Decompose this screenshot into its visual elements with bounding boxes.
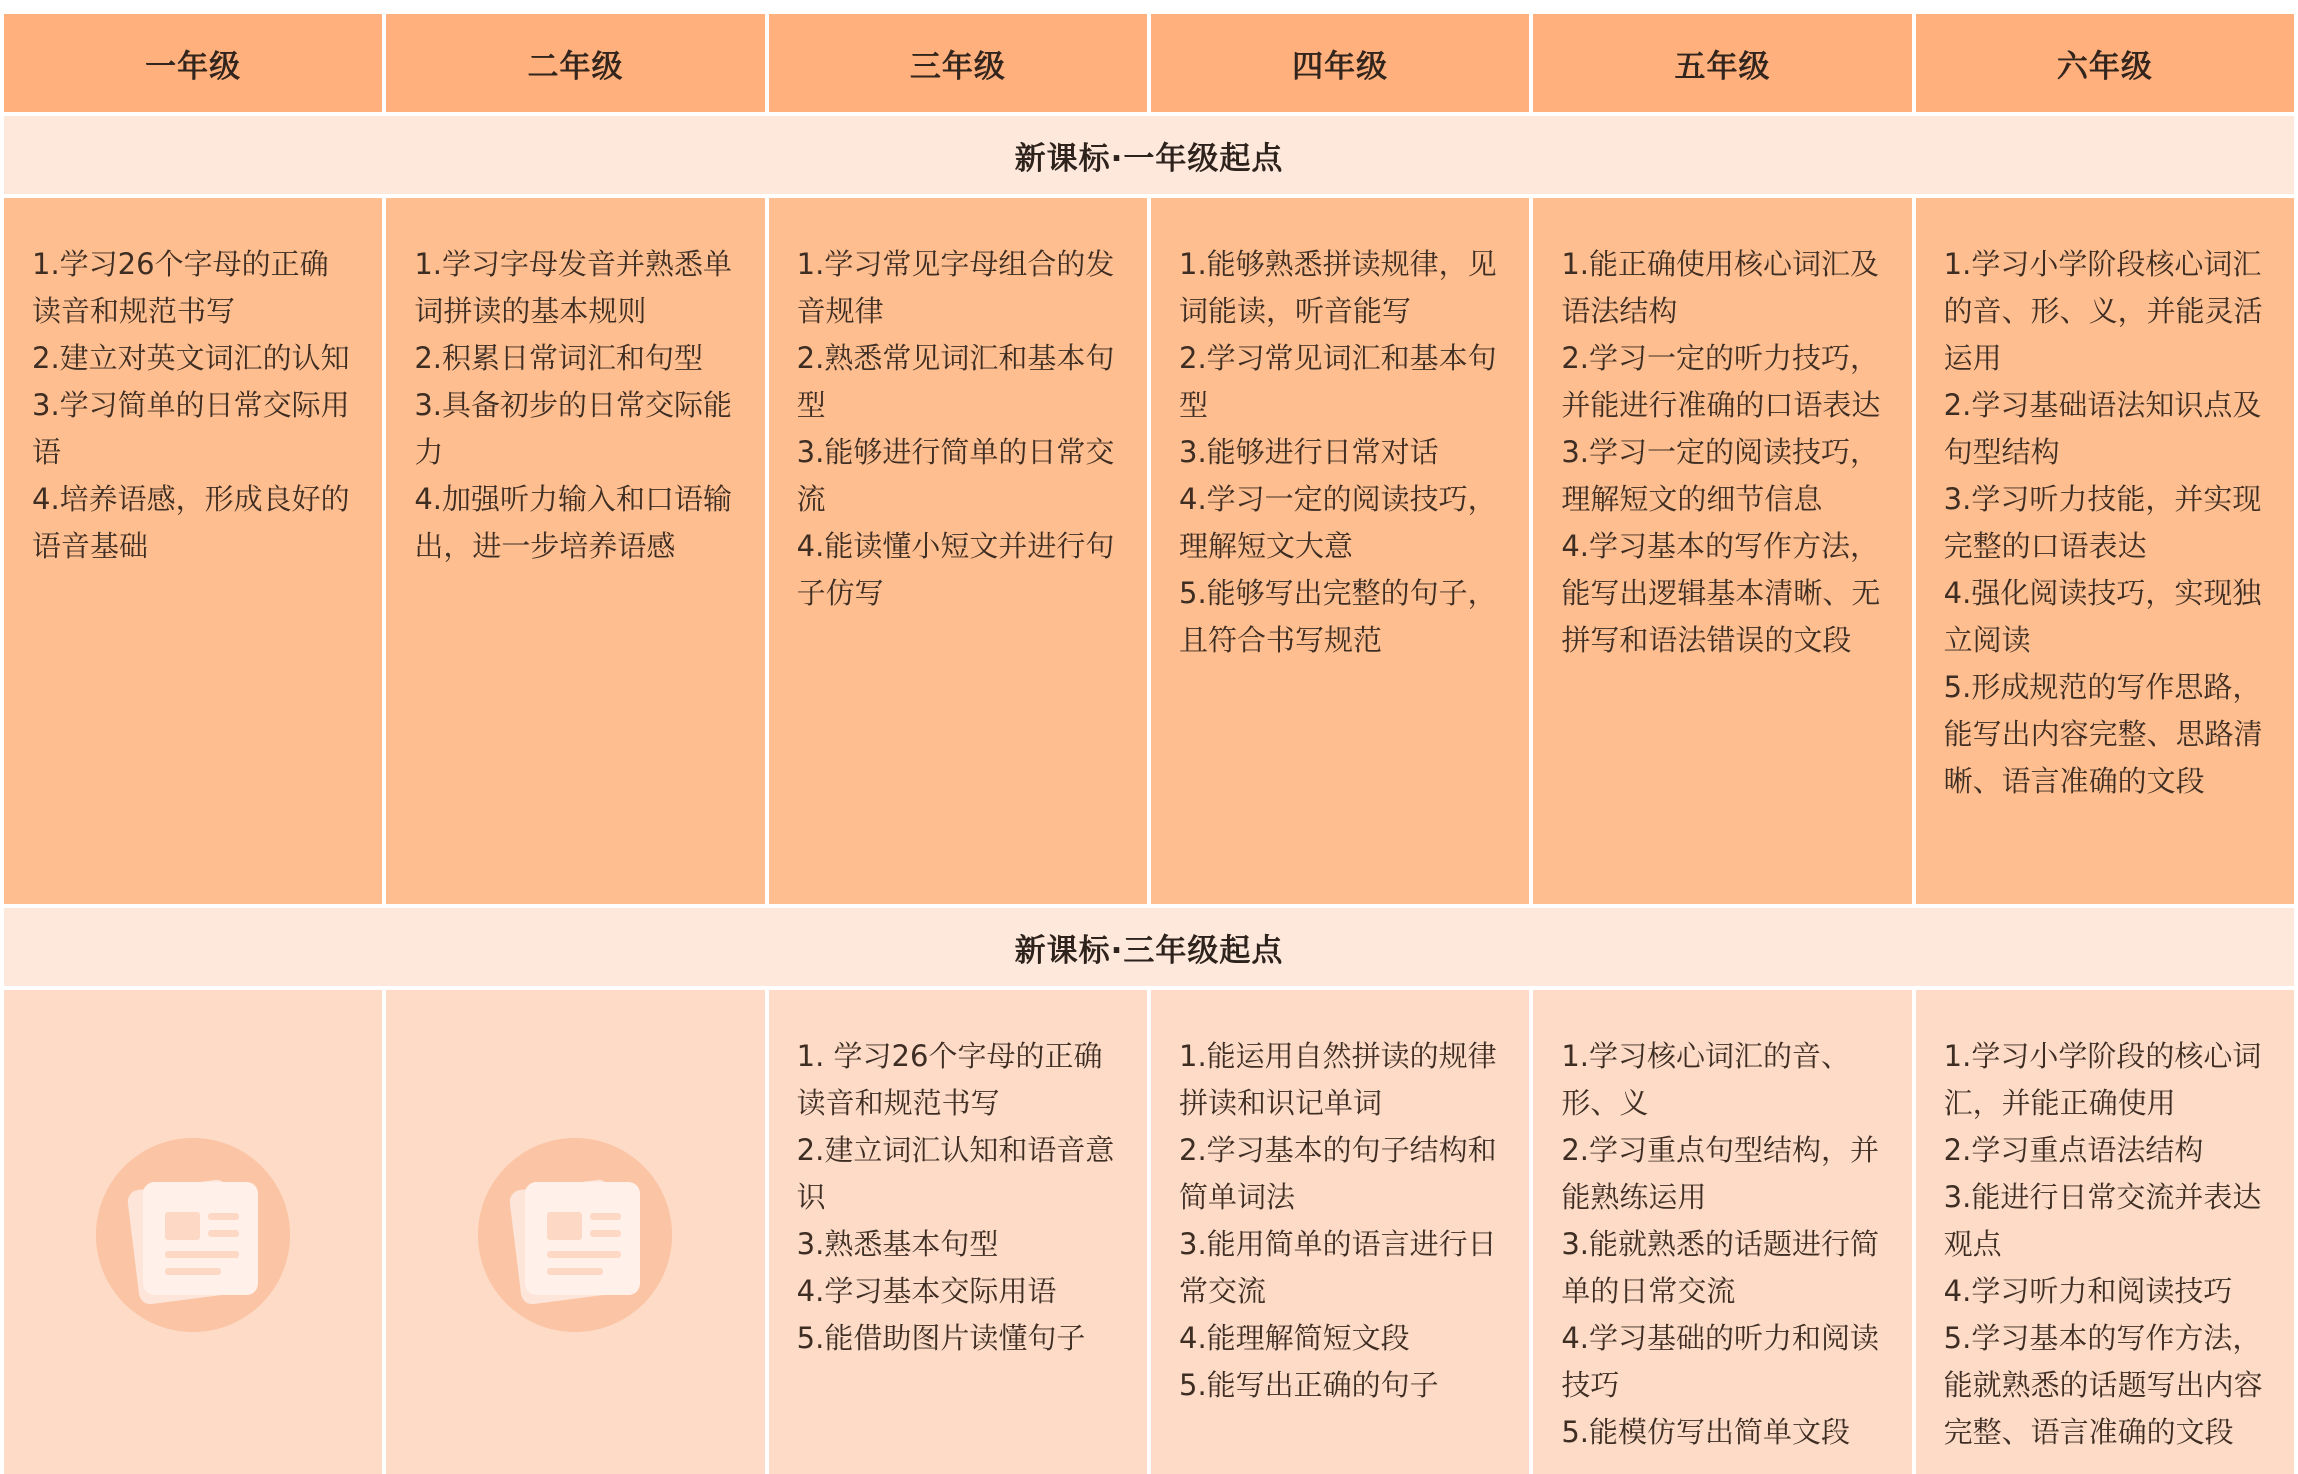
curriculum-item: 2.学习常见词汇和基本句型 bbox=[1179, 341, 1497, 422]
grade-header-4: 四年级 bbox=[1151, 14, 1529, 112]
curriculum-item: 1.学习常见字母组合的发音规律 bbox=[796, 247, 1115, 328]
curriculum-cell-grade-5 bbox=[1533, 198, 1911, 904]
curriculum-cell-grade-4 bbox=[1151, 198, 1529, 904]
grade-header-3: 三年级 bbox=[769, 14, 1147, 112]
grade-header-1: 一年级 bbox=[4, 14, 382, 112]
curriculum-item: 3.能够进行日常对话 bbox=[1179, 435, 1439, 469]
curriculum-item: 1.能运用自然拼读的规律拼读和识记单词 bbox=[1179, 1039, 1497, 1120]
curriculum-item: 2.积累日常词汇和句型 bbox=[414, 341, 703, 375]
curriculum-item: 4.能理解简短文段 bbox=[1179, 1321, 1410, 1355]
curriculum-item: 2.学习基础语法知识点及句型结构 bbox=[1943, 388, 2262, 469]
curriculum-item: 5.能写出正确的句子 bbox=[1179, 1368, 1439, 1402]
curriculum-item: 1.能够熟悉拼读规律，见词能读，听音能写 bbox=[1179, 247, 1497, 328]
curriculum-item: 1.学习核心词汇的音、形、义 bbox=[1561, 1039, 1850, 1120]
empty-curriculum-cell-grade-1 bbox=[4, 990, 382, 1474]
curriculum-item: 5.能够写出完整的句子，且符合书写规范 bbox=[1179, 576, 1497, 657]
curriculum-cell-grade-6 bbox=[1916, 990, 2294, 1474]
curriculum-item: 1.能正确使用核心词汇及语法结构 bbox=[1561, 247, 1879, 328]
curriculum-item: 2.学习重点语法结构 bbox=[1943, 1133, 2204, 1167]
curriculum-item: 3.学习听力技能，并实现完整的口语表达 bbox=[1943, 482, 2262, 563]
curriculum-item: 1.学习26个字母的正确读音和规范书写 bbox=[32, 247, 329, 328]
curriculum-item: 1.学习字母发音并熟悉单词拼读的基本规则 bbox=[414, 247, 732, 328]
curriculum-item: 2.学习一定的听力技巧，并能进行准确的口语表达 bbox=[1561, 341, 1881, 422]
curriculum-cell-grade-3 bbox=[769, 990, 1147, 1474]
section-title-grade-three-start: 新课标·三年级起点 bbox=[4, 904, 2294, 990]
curriculum-item: 4.学习听力和阅读技巧 bbox=[1943, 1274, 2233, 1308]
curriculum-cell-grade-4 bbox=[1151, 990, 1529, 1474]
curriculum-table bbox=[4, 14, 2294, 1474]
curriculum-item: 3.能够进行简单的日常交流 bbox=[796, 435, 1115, 516]
curriculum-row-grade-three-start bbox=[4, 990, 2294, 1474]
curriculum-item: 4.培养语感，形成良好的语音基础 bbox=[32, 482, 350, 563]
curriculum-item: 4.能读懂小短文并进行句子仿写 bbox=[796, 529, 1115, 610]
curriculum-item: 4.学习基础的听力和阅读技巧 bbox=[1561, 1321, 1879, 1402]
curriculum-cell-grade-5 bbox=[1533, 990, 1911, 1474]
section-title-grade-one-start: 新课标·一年级起点 bbox=[4, 112, 2294, 198]
document-icon bbox=[478, 1138, 672, 1332]
curriculum-item: 3.熟悉基本句型 bbox=[796, 1227, 999, 1261]
curriculum-item: 5.能模仿写出简单文段 bbox=[1561, 1415, 1850, 1449]
curriculum-item: 2.建立对英文词汇的认知 bbox=[32, 341, 350, 375]
curriculum-cell-grade-6 bbox=[1916, 198, 2294, 904]
curriculum-item: 5.形成规范的写作思路，能写出内容完整、思路清晰、语言准确的文段 bbox=[1943, 670, 2263, 798]
curriculum-cell-grade-3 bbox=[769, 198, 1147, 904]
curriculum-item: 1.学习小学阶段的核心词汇，并能正确使用 bbox=[1943, 1039, 2262, 1120]
curriculum-item: 5.能借助图片读懂句子 bbox=[796, 1321, 1086, 1355]
grade-header-2: 二年级 bbox=[386, 14, 764, 112]
curriculum-item: 5.学习基本的写作方法，能就熟悉的话题写出内容完整、语言准确的文段 bbox=[1943, 1321, 2263, 1449]
curriculum-item: 3.具备初步的日常交际能力 bbox=[414, 388, 732, 469]
curriculum-item: 4.强化阅读技巧，实现独立阅读 bbox=[1943, 576, 2262, 657]
curriculum-item: 3.学习一定的阅读技巧，理解短文的细节信息 bbox=[1561, 435, 1879, 516]
curriculum-item: 2.建立词汇认知和语音意识 bbox=[796, 1133, 1115, 1214]
curriculum-row-grade-one-start bbox=[4, 198, 2294, 904]
curriculum-item: 1. 学习26个字母的正确读音和规范书写 bbox=[796, 1039, 1103, 1120]
grade-header-6: 六年级 bbox=[1916, 14, 2294, 112]
curriculum-cell-grade-1 bbox=[4, 198, 382, 904]
curriculum-item: 2.学习基本的句子结构和简单词法 bbox=[1179, 1133, 1497, 1214]
curriculum-cell-grade-2 bbox=[386, 198, 764, 904]
curriculum-item: 1.学习小学阶段核心词汇的音、形、义，并能灵活运用 bbox=[1943, 247, 2263, 375]
curriculum-item: 3.能用简单的语言进行日常交流 bbox=[1179, 1227, 1497, 1308]
empty-curriculum-cell-grade-2 bbox=[386, 990, 764, 1474]
curriculum-item: 3.能就熟悉的话题进行简单的日常交流 bbox=[1561, 1227, 1879, 1308]
curriculum-item: 4.学习一定的阅读技巧，理解短文大意 bbox=[1179, 482, 1497, 563]
grade-header-row bbox=[4, 14, 2294, 112]
curriculum-item: 4.学习基本的写作方法，能写出逻辑基本清晰、无拼写和语法错误的文段 bbox=[1561, 529, 1881, 657]
document-icon bbox=[96, 1138, 290, 1332]
curriculum-item: 3.能进行日常交流并表达观点 bbox=[1943, 1180, 2262, 1261]
grade-header-5: 五年级 bbox=[1533, 14, 1911, 112]
curriculum-item: 2.熟悉常见词汇和基本句型 bbox=[796, 341, 1115, 422]
curriculum-item: 2.学习重点句型结构，并能熟练运用 bbox=[1561, 1133, 1879, 1214]
curriculum-item: 3.学习简单的日常交际用语 bbox=[32, 388, 350, 469]
curriculum-item: 4.学习基本交际用语 bbox=[796, 1274, 1057, 1308]
curriculum-item: 4.加强听力输入和口语输出，进一步培养语感 bbox=[414, 482, 732, 563]
